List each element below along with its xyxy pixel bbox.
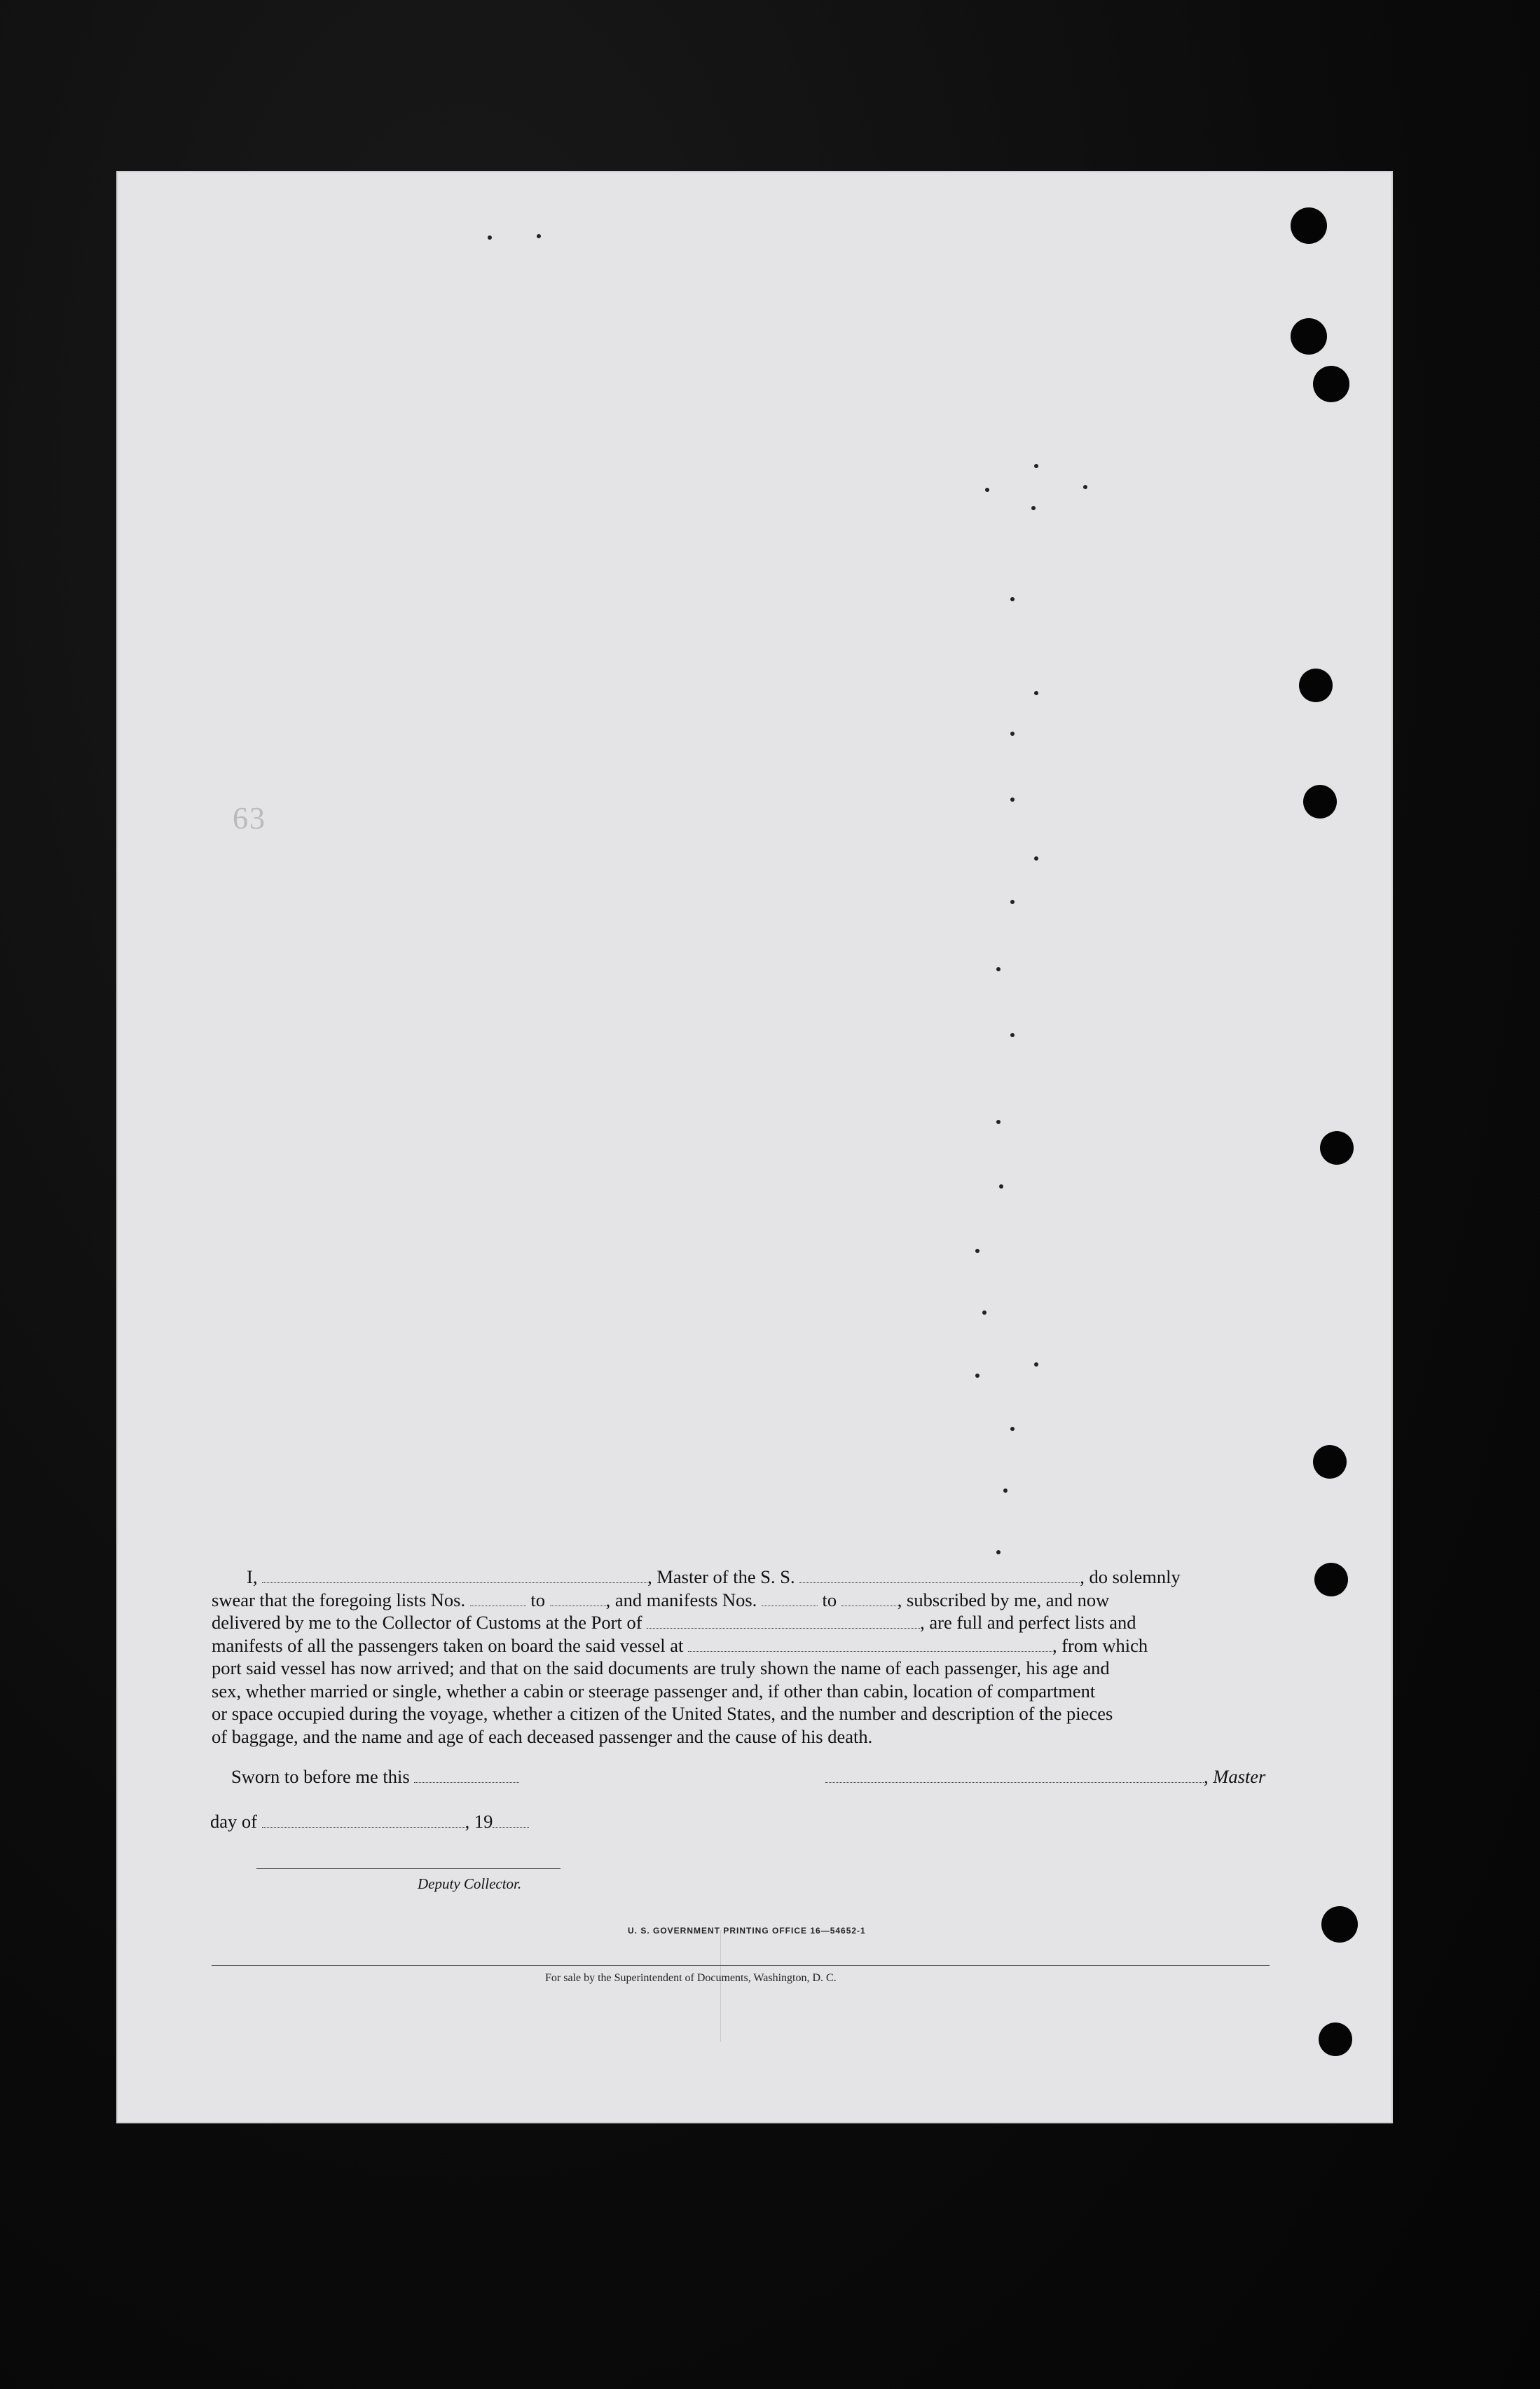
bleed-mark bbox=[1083, 485, 1087, 489]
document-page bbox=[116, 171, 1393, 2123]
bleed-mark bbox=[488, 235, 492, 240]
bleed-mark bbox=[1010, 732, 1015, 736]
bleed-mark bbox=[1034, 856, 1038, 861]
sworn-date-field[interactable] bbox=[414, 1767, 519, 1783]
oath-line-2 bbox=[212, 1589, 1361, 1612]
bleed-mark bbox=[1031, 506, 1036, 510]
bleed-mark bbox=[1010, 1033, 1015, 1037]
deputy-signature-rule[interactable] bbox=[256, 1868, 561, 1869]
oath-text: , do solemnly bbox=[1080, 1566, 1181, 1587]
oath-text: to bbox=[530, 1589, 545, 1610]
punch-hole bbox=[1319, 2022, 1352, 2056]
oath-text: , are full and perfect lists and bbox=[920, 1612, 1136, 1633]
month-field[interactable] bbox=[262, 1812, 465, 1828]
for-sale-note: For sale by the Superintendent of Documents, Washington, D. C. bbox=[545, 1972, 837, 1984]
bleed-mark bbox=[1010, 597, 1015, 601]
punch-hole bbox=[1291, 207, 1327, 244]
punch-hole bbox=[1321, 1906, 1358, 1943]
oath-line-7: or space occupied during the voyage, whether a citizen of the United States, and the number and description of the pieces bbox=[212, 1703, 1113, 1724]
oath-text: delivered by me to the Collector of Customs at the Port of bbox=[212, 1612, 642, 1633]
bleed-mark bbox=[537, 234, 541, 238]
punch-hole bbox=[1320, 1131, 1354, 1165]
oath-line-8: of baggage, and the name and age of each deceased passenger and the cause of his death. bbox=[212, 1725, 873, 1747]
day-of-line bbox=[210, 1811, 529, 1833]
port-field[interactable] bbox=[647, 1613, 920, 1629]
bleed-mark bbox=[1003, 1488, 1008, 1493]
year-field[interactable] bbox=[493, 1812, 529, 1828]
oath-line-3 bbox=[212, 1611, 1361, 1634]
faint-side-number: 63 bbox=[233, 801, 266, 835]
bleed-mark bbox=[975, 1249, 979, 1253]
oath-text: manifests of all the passengers taken on board the said vessel at bbox=[212, 1634, 684, 1656]
manifest-to-field[interactable] bbox=[841, 1590, 898, 1606]
punch-hole bbox=[1313, 1445, 1347, 1479]
oath-text: , Master of the S. S. bbox=[647, 1566, 795, 1587]
bleed-mark bbox=[1010, 900, 1015, 904]
vessel-name-field[interactable] bbox=[799, 1567, 1080, 1583]
master-label: , Master bbox=[1204, 1766, 1266, 1787]
oath-text: to bbox=[822, 1589, 837, 1610]
bleed-mark bbox=[1034, 464, 1038, 468]
manifest-from-field[interactable] bbox=[762, 1590, 818, 1606]
master-signature-field[interactable] bbox=[825, 1767, 1204, 1783]
deputy-collector-label: Deputy Collector. bbox=[418, 1875, 522, 1892]
divider-line bbox=[720, 1930, 721, 2042]
oath-text: I, bbox=[247, 1566, 258, 1587]
punch-hole bbox=[1303, 785, 1337, 819]
bleed-mark bbox=[996, 967, 1001, 971]
oath-text: , and manifests Nos. bbox=[605, 1589, 757, 1610]
list-to-field[interactable] bbox=[550, 1590, 606, 1606]
oath-text: swear that the foregoing lists Nos. bbox=[212, 1589, 466, 1610]
printing-office-imprint: U. S. GOVERNMENT PRINTING OFFICE 16—54652-1 bbox=[628, 1926, 866, 1936]
sworn-line bbox=[231, 1766, 519, 1788]
bleed-mark bbox=[1034, 691, 1038, 695]
oath-line-6: sex, whether married or single, whether a cabin or steerage passenger and, if other than cabin, location of compartment bbox=[212, 1680, 1096, 1702]
bleed-mark bbox=[999, 1184, 1003, 1189]
departure-port-field[interactable] bbox=[688, 1636, 1052, 1652]
bleed-mark bbox=[982, 1310, 986, 1315]
bleed-mark bbox=[985, 488, 989, 492]
oath-text: , from which bbox=[1052, 1634, 1148, 1656]
master-signature-line bbox=[825, 1766, 1265, 1788]
bleed-mark bbox=[996, 1550, 1001, 1554]
bleed-mark bbox=[1034, 1362, 1038, 1367]
oath-line-4 bbox=[212, 1634, 1361, 1657]
bleed-mark bbox=[1010, 1427, 1015, 1431]
punch-hole bbox=[1291, 318, 1327, 355]
oath-text: , subscribed by me, and now bbox=[897, 1589, 1110, 1610]
oath-paragraph bbox=[212, 1566, 1361, 1748]
punch-hole bbox=[1299, 669, 1333, 702]
list-from-field[interactable] bbox=[470, 1590, 526, 1606]
master-name-field[interactable] bbox=[262, 1567, 647, 1583]
punch-hole bbox=[1313, 366, 1349, 402]
year-prefix: , 19 bbox=[465, 1811, 493, 1832]
day-of-label: day of bbox=[210, 1811, 257, 1832]
sworn-label: Sworn to before me this bbox=[231, 1766, 410, 1787]
oath-line-5: port said vessel has now arrived; and that on the said documents are truly shown the name of each passenger, his age and bbox=[212, 1657, 1110, 1678]
bleed-mark bbox=[996, 1120, 1001, 1124]
bleed-mark bbox=[975, 1374, 979, 1378]
footer-rule bbox=[212, 1965, 1270, 1966]
oath-line-1 bbox=[212, 1566, 1361, 1589]
bleed-mark bbox=[1010, 798, 1015, 802]
